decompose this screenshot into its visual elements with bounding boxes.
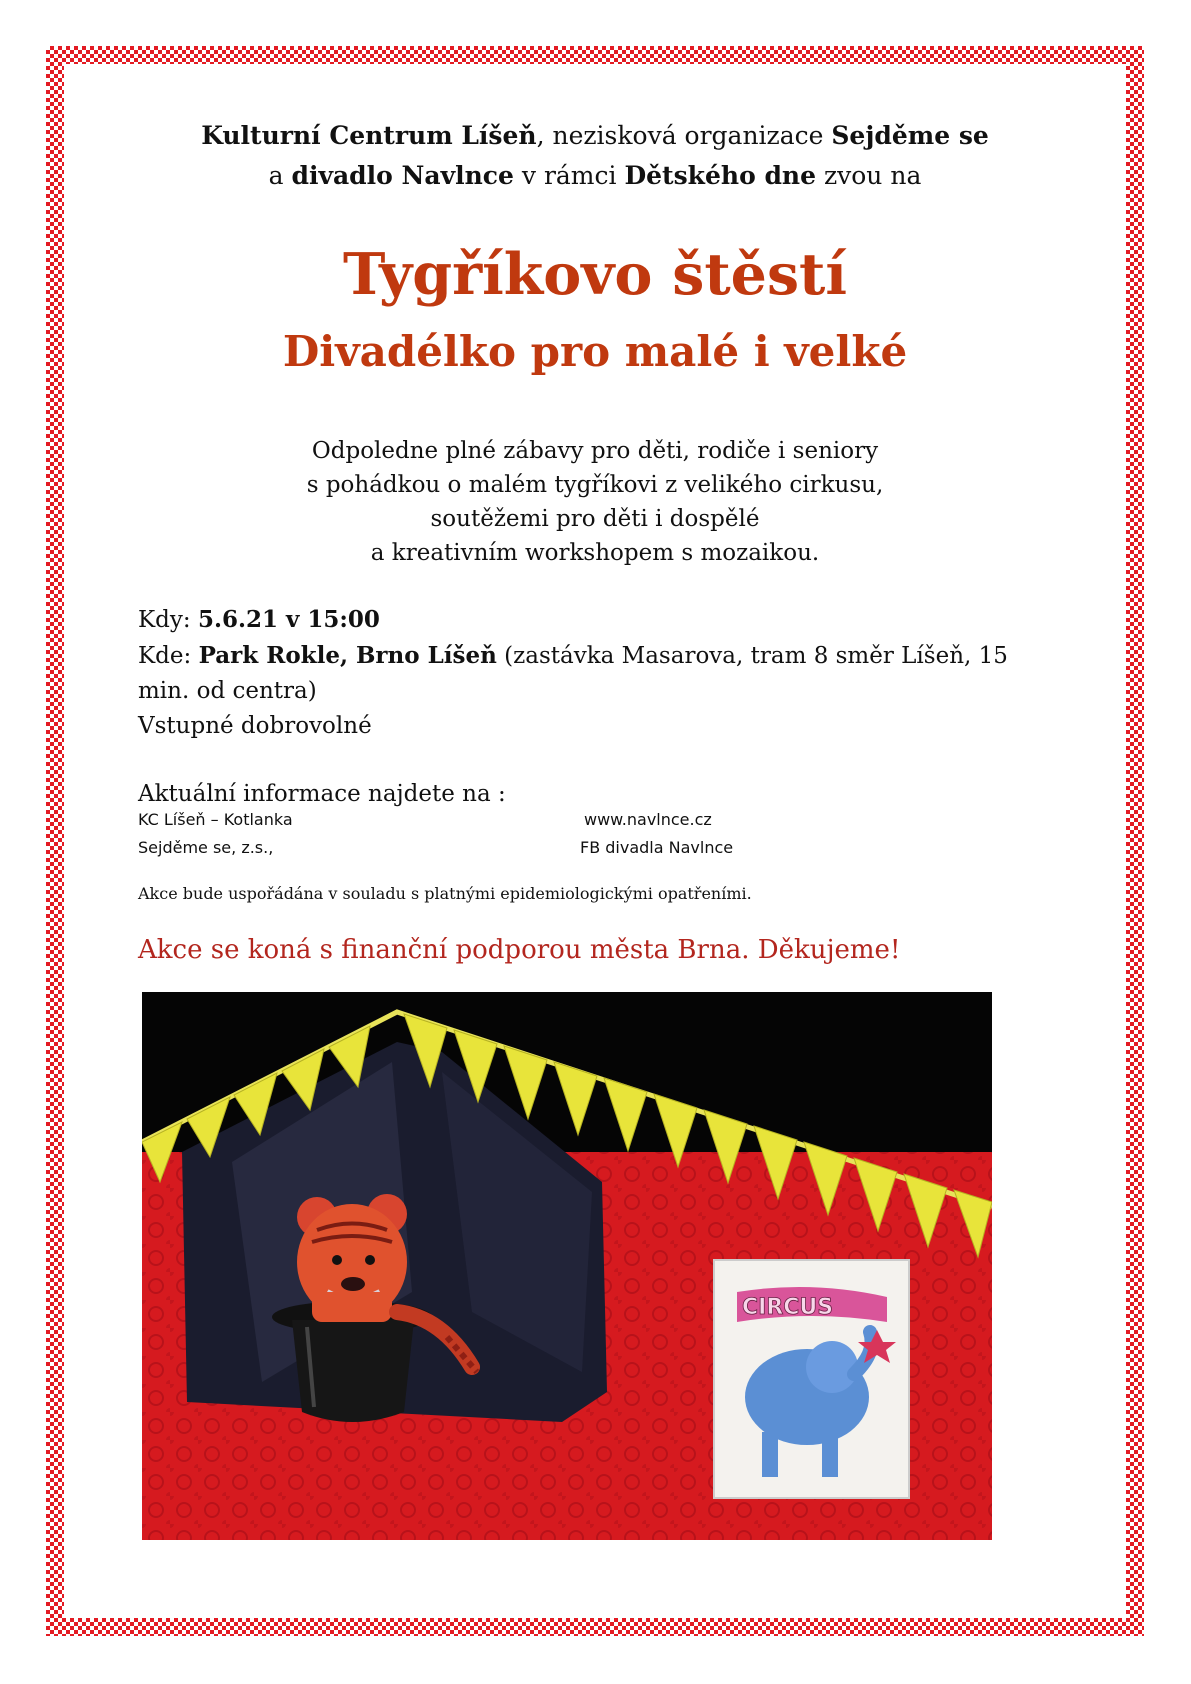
- poster: [64, 64, 1126, 1618]
- info-website: www.navlnce.cz: [584, 810, 712, 829]
- info-sejdeme-se: Sejděme se, z.s.,: [138, 838, 274, 857]
- poster-subtitle: Divadélko pro malé i velké: [282, 327, 908, 376]
- admission: Vstupné dobrovolné: [138, 713, 372, 739]
- info-links: [138, 810, 938, 864]
- poster-title: Tygříkovo štěstí: [342, 241, 848, 308]
- when-row: Kdy: 5.6.21 v 15:00: [138, 606, 380, 633]
- intro-line-2: a divadlo Navlnce v rámci Dětského dne zvou na: [268, 161, 922, 190]
- event-details: [138, 602, 1058, 744]
- description: [64, 434, 1126, 570]
- puppet-theatre-photo: [142, 992, 992, 1540]
- when-value: 5.6.21 v 15:00: [197, 606, 380, 633]
- intro-text: [64, 116, 1126, 196]
- org-kc-lisen: Kulturní Centrum Líšeň: [201, 121, 537, 150]
- info-kc-lisen: KC Líšeň – Kotlanka: [138, 810, 293, 829]
- description-line: s pohádkou o malém tygříkovi z velikého cirkusu,: [306, 472, 884, 498]
- description-line: a kreativním workshopem s mozaikou.: [370, 540, 820, 566]
- puppet-stage-illustration: [142, 992, 992, 1540]
- intro-line-1: Kulturní Centrum Líšeň, nezisková organizace Sejděme se: [201, 121, 989, 150]
- info-facebook: FB divadla Navlnce: [580, 838, 734, 857]
- description-line: Odpoledne plné zábavy pro děti, rodiče i seniory: [311, 438, 879, 464]
- where-row: Kde: Park Rokle, Brno Líšeň (zastávka Masarova, tram 8 směr Líšeň, 15 min. od centra): [138, 642, 1008, 704]
- support-note: Akce se koná s finanční podporou města Brna. Děkujeme!: [138, 935, 901, 965]
- info-heading: Aktuální informace najdete na :: [138, 781, 506, 807]
- where-note: (zastávka Masarova, tram 8 směr Líšeň, 15 min. od centra): [138, 643, 1008, 704]
- circus-sign-text: CIRCUS: [742, 1295, 834, 1320]
- org-sejdeme-se: Sejděme se: [831, 121, 989, 150]
- description-line: soutěžemi pro děti i dospělé: [430, 506, 760, 532]
- org-divadlo-navlnce: divadlo Navlnce: [291, 161, 514, 190]
- epidemic-note: Akce bude uspořádána v souladu s platnými epidemiologickými opatřeními.: [138, 884, 752, 903]
- where-value: Park Rokle, Brno Líšeň: [198, 642, 497, 669]
- event-name: Dětského dne: [624, 161, 817, 190]
